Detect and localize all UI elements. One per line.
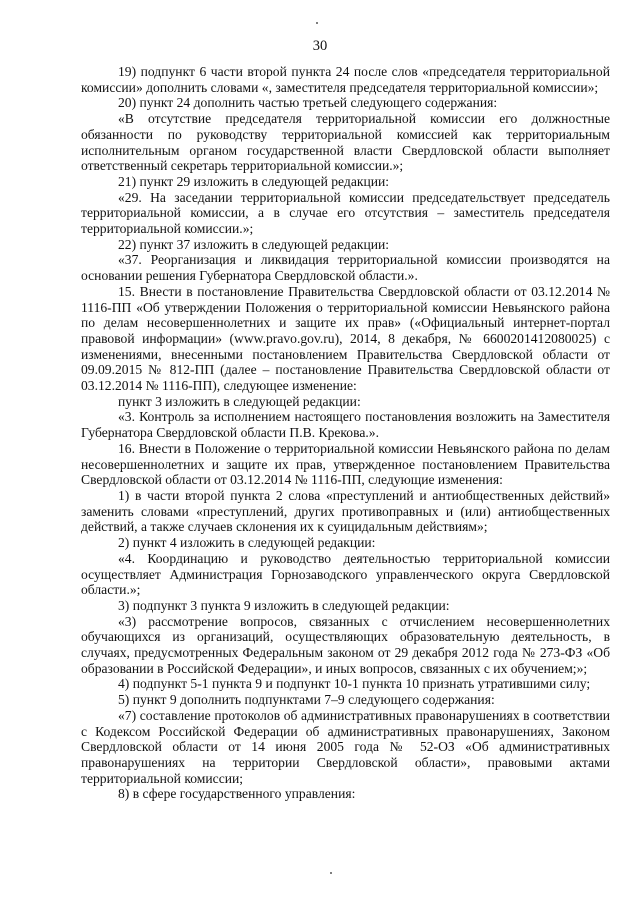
scan-speck <box>330 872 332 874</box>
paragraph-item-20: 20) пункт 24 дополнить частью третьей следующего содержания: <box>118 95 498 111</box>
scan-speck <box>316 22 318 24</box>
paragraph-item-21: 21) пункт 29 изложить в следующей редакции: <box>118 173 390 189</box>
paragraph-section-15: 15. Внести в постановление Правительства Свердловской области от 03.12.2014 № 1116-ПП «Об утверждении Положения о территориальной комиссии Невьянского района по делам несовершеннолетних и защите их прав» («Официальный интернет-портал правовой информации» (www.pravo.gov.ru), 2014, 8 декабря, № 6600201412080025) с изменениями, внесенными постановлением Правительства Свердловской области от 09.09.2015 № 812-ПП (далее – постановление Правительства Свердловской области от 03.12.2014 № 1116-ПП), следующее изменение: <box>81 283 610 394</box>
paragraph-item-19: 19) подпункт 6 части второй пункта 24 после слов «председателя территориальной комиссии» дополнить словами «, заместителя председателя территориальной комиссии»; <box>81 64 610 95</box>
paragraph-point-3: пункт 3 изложить в следующей редакции: <box>118 393 361 409</box>
paragraph-quote-sub-7: «7) составление протоколов об административных правонарушениях в соответствии с Кодексом Российской Федерации об административных правонарушениях, Законом Свердловской области от 14 июня 2005 года № 52-ОЗ «Об административных правонарушениях на территории Свердловской области», правовыми актами территориальной комиссии; <box>81 707 610 786</box>
paragraph-subitem-3: 3) подпункт 3 пункта 9 изложить в следующей редакции: <box>118 597 450 613</box>
paragraph-section-16: 16. Внести в Положение о территориальной комиссии Невьянского района по делам несовершеннолетних и защите их прав, утвержденное постановлением Правительства Свердловской области от 03.12.2014 № 1116-ПП, следующие изменения: <box>81 440 610 488</box>
paragraph-subitem-4: 4) подпункт 5-1 пункта 9 и подпункт 10-1 пункта 10 признать утратившими силу; <box>118 676 591 692</box>
paragraph-quote-37: «37. Реорганизация и ликвидация территориальной комиссии производятся на основании решения Губернатора Свердловской области.». <box>81 252 610 284</box>
paragraph-item-22: 22) пункт 37 изложить в следующей редакции: <box>118 236 390 252</box>
paragraph-sub-8: 8) в сфере государственного управления: <box>118 786 356 802</box>
paragraph-quote-3: «3. Контроль за исполнением настоящего постановления возложить на Заместителя Губернатора Свердловской области П.В. Крекова.». <box>81 409 610 441</box>
paragraph-quote-29: «29. На заседании территориальной комиссии председательствует председатель территориальной комиссии, а в случае его отсутствия – заместитель председателя территориальной комиссии.»; <box>81 189 610 237</box>
paragraph-subitem-2: 2) пункт 4 изложить в следующей редакции: <box>118 535 376 551</box>
page-number: 30 <box>312 38 328 54</box>
paragraph-quote-4: «4. Координацию и руководство деятельностью территориальной комиссии осуществляет Администрация Горнозаводского управленческого округа Свердловской области.»; <box>81 550 610 598</box>
document-body <box>81 64 610 802</box>
paragraph-quote-sub-3: «3) рассмотрение вопросов, связанных с отчислением несовершеннолетних обучающихся из организаций, осуществляющих образовательную деятельность, в случаях, предусмотренных Федеральным законом от 29 декабря 2012 года № 273-ФЗ «Об образовании в Российской Федерации», и иных вопросов, связанных с их обучением;»; <box>81 613 610 676</box>
paragraph-subitem-5: 5) пункт 9 дополнить подпунктами 7–9 следующего содержания: <box>118 692 495 708</box>
paragraph-subitem-1: 1) в части второй пункта 2 слова «преступлений и антиобщественных действий» заменить словами «преступлений, других противоправных и (или) антиобщественных действий, а также случаев склонения их к суицидальным действиям»; <box>81 487 610 535</box>
paragraph-quote-24: «В отсутствие председателя территориальной комиссии его должностные обязанности по руководству территориальной комиссией как территориальным исполнительным органом государственной власти Свердловской области выполняет ответственный секретарь территориальной комиссии.»; <box>81 111 610 174</box>
